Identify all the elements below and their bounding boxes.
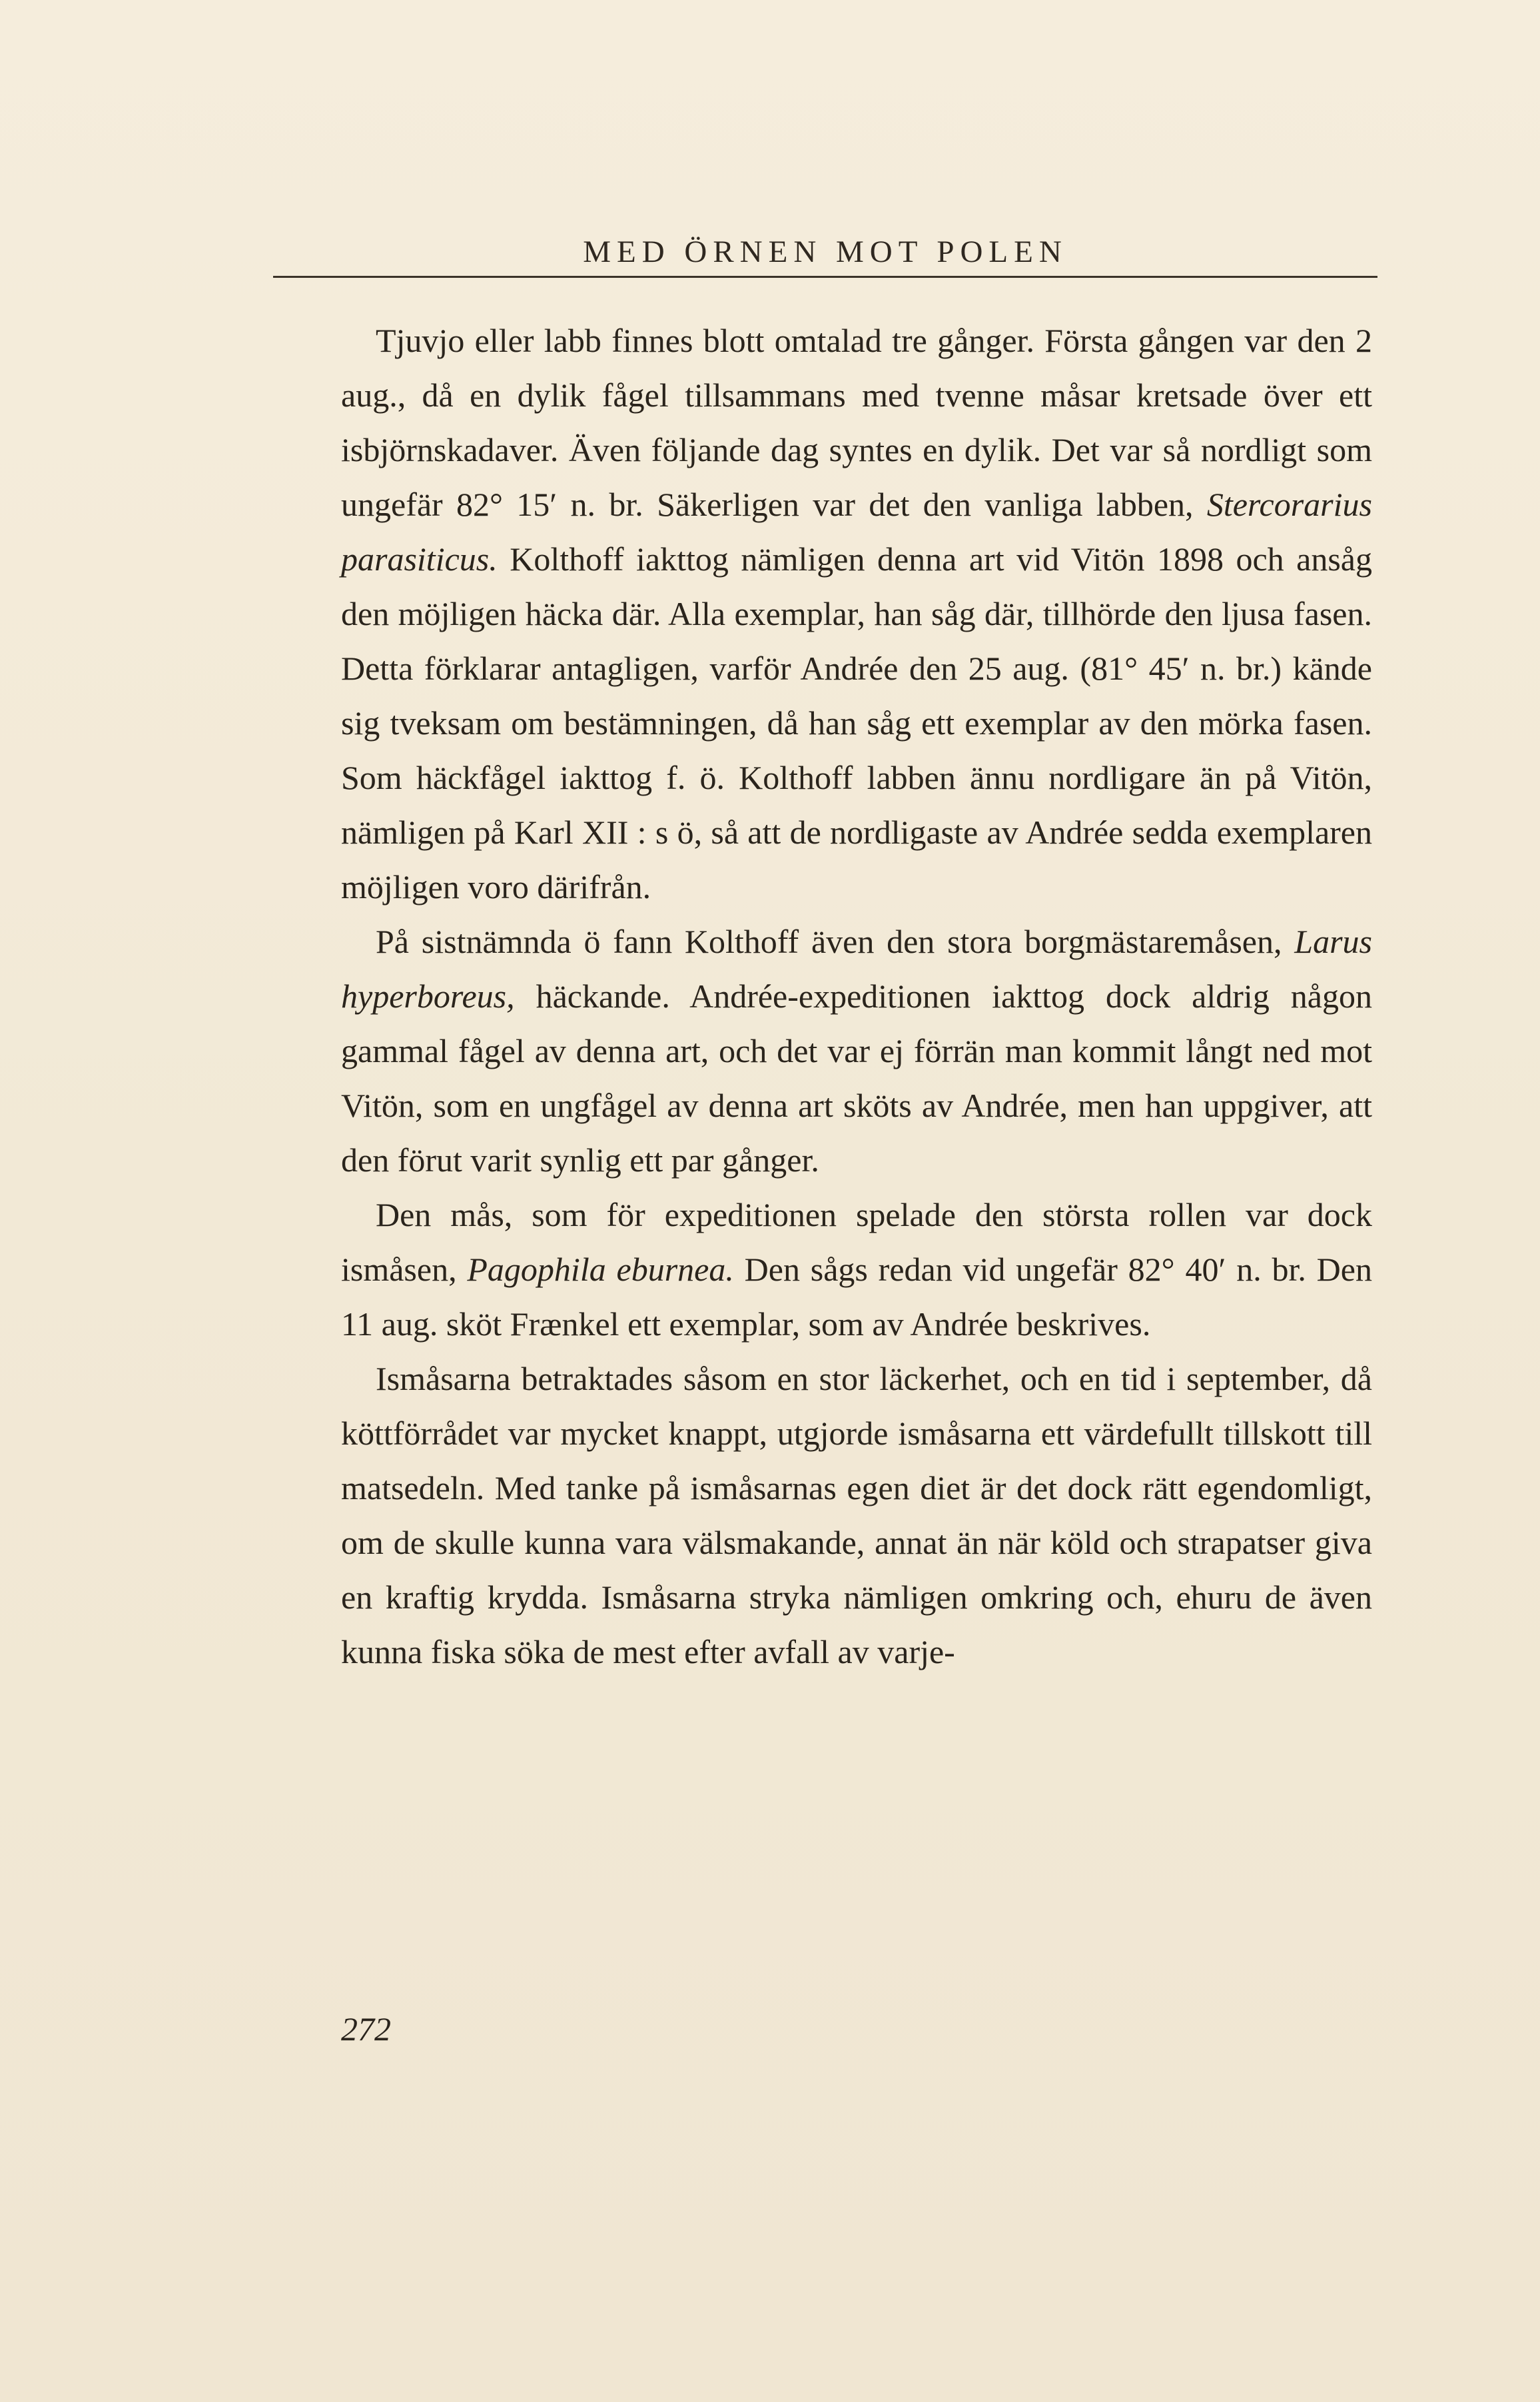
paragraph-text: Ismåsarna betraktades såsom en stor läckerhet, och en tid i september, då köttförrådet var mycket knappt, utgjorde ismåsarna ett värdefullt tillskott till matsedeln. Med tanke på ismåsarnas egen diet är det dock rätt egendomligt, om de skulle kunna vara välsmakande, annat än när köld och strapatser giva en kraftig krydda. Ismåsarna stryka nämligen omkring och, ehuru de även kunna fiska söka de mest efter avfall av varje- <box>341 1360 1372 1670</box>
paragraph-text: Kolthoff iakttog nämligen denna art vid Vitön 1898 och ansåg den möjligen häcka där. Alla exemplar, han såg där, tillhörde den ljusa fasen. Detta förklarar antagligen, varför Andrée den 25 aug. (81° 45′ n. br.) kände sig tveksam om bestämningen, då han såg ett exemplar av den mörka fasen. Som häckfågel iakttog f. ö. Kolthoff labben ännu nordligare än på Vitön, nämligen på Karl XII : s ö, så att de nordligaste av Andrée sedda exemplaren möjligen voro därifrån. <box>341 540 1372 905</box>
paragraph-ivory-gull-diet <box>341 1351 1372 1679</box>
paragraph-text: På sistnämnda ö fann Kolthoff även den stora borgmästaremåsen, <box>376 923 1295 960</box>
paragraph-text: Den sågs redan vid ungefär 82° 40′ n. br. Den 11 aug. sköt Frænkel ett exemplar, som av Andrée beskrives. <box>341 1251 1372 1343</box>
paragraph-ivory-gull <box>341 1187 1372 1351</box>
running-head: MED ÖRNEN MOT POLEN <box>583 235 1068 269</box>
body-text <box>341 313 1372 1679</box>
paragraph-text: häckande. Andrée-expeditionen iakttog dock aldrig någon gammal fågel av denna art, och det var ej förrän man kommit långt ned mot Vitön, som en ungfågel av denna art sköts av Andrée, men han uppgiver, att den förut varit synlig ett par gånger. <box>341 977 1372 1179</box>
species-name: Pagophila eburnea. <box>467 1251 734 1288</box>
header-rule <box>273 276 1377 278</box>
paragraph-text: Tjuvjo eller labb finnes blott omtalad tre gånger. Första gången var den 2 aug., då en dylik fågel tillsammans med tvenne måsar kretsade över ett isbjörnskadaver. Även följande dag syntes en dylik. Det var så nordligt som ungefär 82° 15′ n. br. Säkerligen var det den vanliga labben, <box>341 322 1372 523</box>
species-name: Larus hyperboreus, <box>341 923 1372 1015</box>
page-number: 272 <box>341 2010 391 2048</box>
species-name: Stercorarius parasiticus. <box>341 486 1372 578</box>
paragraph-skua <box>341 313 1372 914</box>
paragraph-text: Den mås, som för expeditionen spelade den största rollen var dock ismåsen, <box>341 1196 1372 1288</box>
paragraph-glaucous-gull <box>341 914 1372 1187</box>
